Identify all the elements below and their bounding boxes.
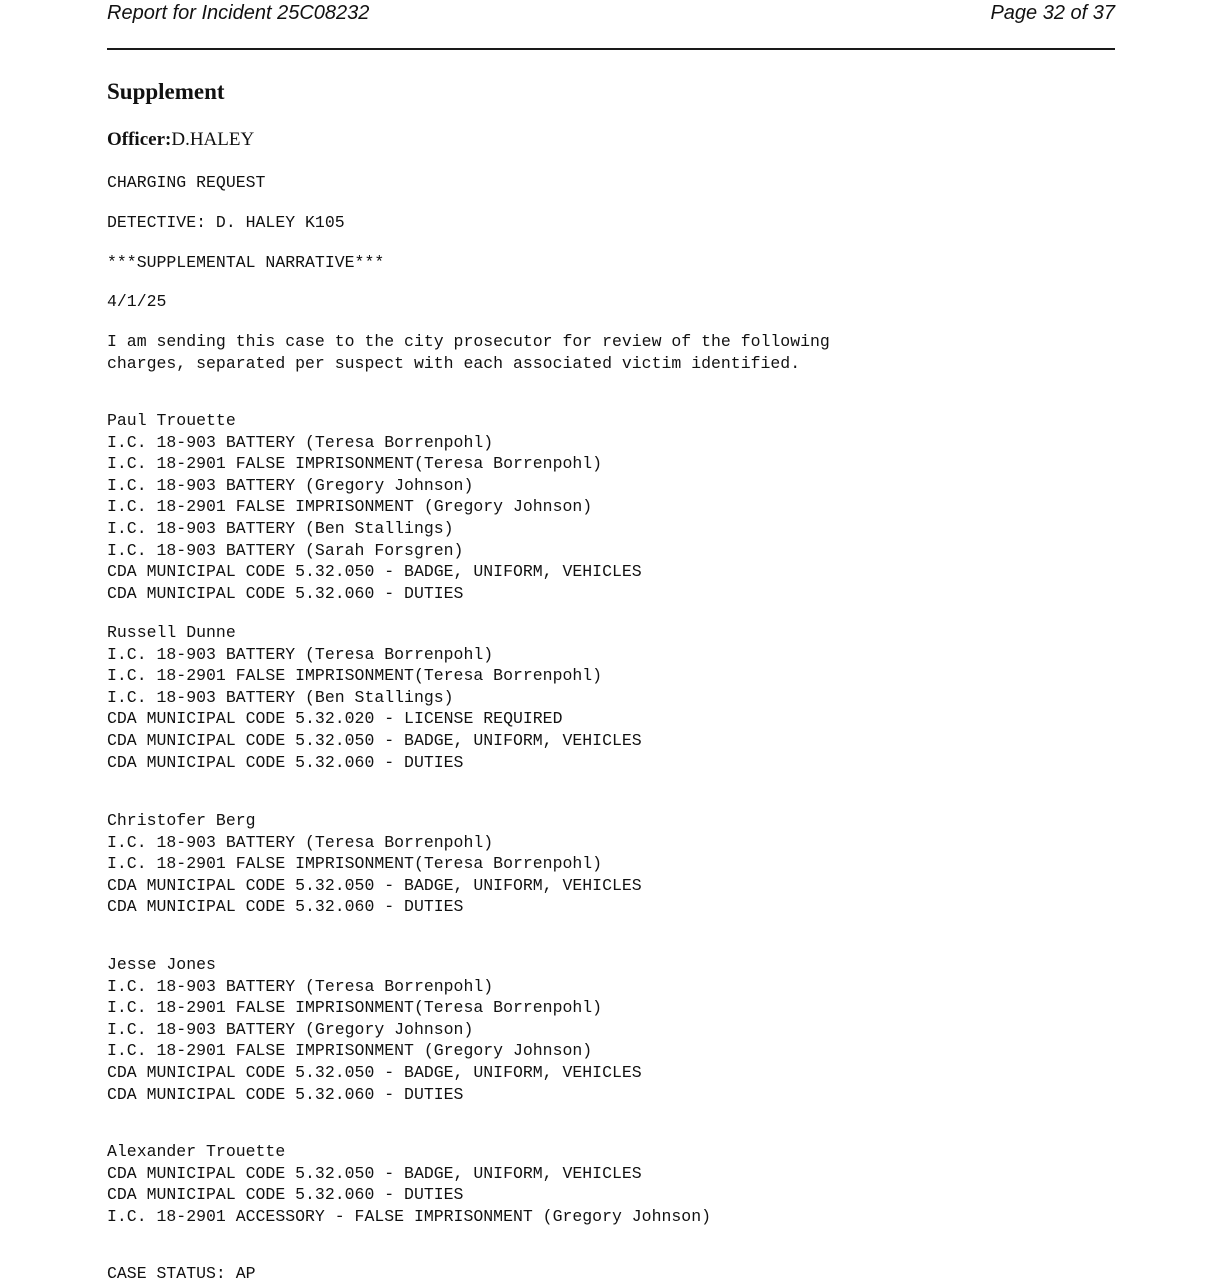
charge-line: CDA MUNICIPAL CODE 5.32.050 - BADGE, UNIFORM, VEHICLES bbox=[107, 875, 642, 895]
charge-line: I.C. 18-2901 FALSE IMPRISONMENT(Teresa Borrenpohl) bbox=[107, 854, 603, 874]
charge-line: CDA MUNICIPAL CODE 5.32.060 - DUTIES bbox=[107, 583, 464, 603]
charge-line: I.C. 18-903 BATTERY (Gregory Johnson) bbox=[107, 1019, 474, 1039]
detective-line: DETECTIVE: D. HALEY K105 bbox=[107, 213, 345, 232]
suspect-block bbox=[107, 622, 642, 773]
intro-paragraph bbox=[107, 331, 830, 374]
officer-name: D.HALEY bbox=[171, 129, 255, 150]
page-header bbox=[107, 2, 1115, 50]
narrative-header: ***SUPPLEMENTAL NARRATIVE*** bbox=[107, 253, 385, 272]
suspect-name: Jesse Jones bbox=[107, 955, 216, 974]
suspect-block bbox=[107, 810, 642, 918]
charge-line: I.C. 18-2901 FALSE IMPRISONMENT(Teresa Borrenpohl) bbox=[107, 666, 603, 686]
suspect-name: Paul Trouette bbox=[107, 411, 236, 430]
officer-line bbox=[107, 129, 254, 151]
charge-line: I.C. 18-903 BATTERY (Teresa Borrenpohl) bbox=[107, 644, 494, 664]
intro-line: charges, separated per suspect with each associated victim identified. bbox=[107, 353, 801, 373]
narrative-date: 4/1/25 bbox=[107, 292, 167, 311]
charge-line: CDA MUNICIPAL CODE 5.32.060 - DUTIES bbox=[107, 897, 464, 917]
charge-line: CDA MUNICIPAL CODE 5.32.060 - DUTIES bbox=[107, 1185, 464, 1205]
suspect-name: Russell Dunne bbox=[107, 623, 236, 642]
case-status: CASE STATUS: AP bbox=[107, 1264, 256, 1283]
suspect-name: Alexander Trouette bbox=[107, 1142, 286, 1161]
charge-line: CDA MUNICIPAL CODE 5.32.020 - LICENSE REQUIRED bbox=[107, 709, 563, 729]
charge-line: CDA MUNICIPAL CODE 5.32.050 - BADGE, UNIFORM, VEHICLES bbox=[107, 1163, 642, 1183]
officer-label: Officer: bbox=[107, 129, 172, 150]
charge-line: CDA MUNICIPAL CODE 5.32.060 - DUTIES bbox=[107, 752, 464, 772]
charge-line: I.C. 18-903 BATTERY (Teresa Borrenpohl) bbox=[107, 976, 494, 996]
suspect-name: Christofer Berg bbox=[107, 811, 256, 830]
charge-line: I.C. 18-903 BATTERY (Gregory Johnson) bbox=[107, 475, 474, 495]
suspect-block bbox=[107, 954, 642, 1105]
charge-line: I.C. 18-2901 FALSE IMPRISONMENT(Teresa Borrenpohl) bbox=[107, 454, 603, 474]
charge-line: I.C. 18-903 BATTERY (Teresa Borrenpohl) bbox=[107, 832, 494, 852]
suspect-block bbox=[107, 410, 642, 604]
charge-line: I.C. 18-903 BATTERY (Teresa Borrenpohl) bbox=[107, 432, 494, 452]
charging-request-line: CHARGING REQUEST bbox=[107, 173, 266, 192]
intro-line: I am sending this case to the city prosecutor for review of the following bbox=[107, 332, 830, 351]
charge-line: CDA MUNICIPAL CODE 5.32.050 - BADGE, UNIFORM, VEHICLES bbox=[107, 562, 642, 582]
charge-line: CDA MUNICIPAL CODE 5.32.050 - BADGE, UNIFORM, VEHICLES bbox=[107, 730, 642, 750]
charge-line: I.C. 18-903 BATTERY (Sarah Forsgren) bbox=[107, 540, 464, 560]
charge-line: I.C. 18-903 BATTERY (Ben Stallings) bbox=[107, 518, 454, 538]
charge-line: I.C. 18-2901 FALSE IMPRISONMENT (Gregory Johnson) bbox=[107, 497, 593, 517]
charge-line: I.C. 18-2901 FALSE IMPRISONMENT (Gregory Johnson) bbox=[107, 1041, 593, 1061]
suspect-block bbox=[107, 1141, 711, 1227]
charge-line: I.C. 18-903 BATTERY (Ben Stallings) bbox=[107, 687, 454, 707]
report-title: Report for Incident 25C08232 bbox=[107, 2, 370, 24]
charge-line: CDA MUNICIPAL CODE 5.32.060 - DUTIES bbox=[107, 1084, 464, 1104]
page-number: Page 32 of 37 bbox=[990, 2, 1115, 24]
section-title: Supplement bbox=[107, 79, 225, 104]
charge-line: CDA MUNICIPAL CODE 5.32.050 - BADGE, UNIFORM, VEHICLES bbox=[107, 1062, 642, 1082]
charge-line: I.C. 18-2901 ACCESSORY - FALSE IMPRISONMENT (Gregory Johnson) bbox=[107, 1206, 711, 1226]
charge-line: I.C. 18-2901 FALSE IMPRISONMENT(Teresa Borrenpohl) bbox=[107, 998, 603, 1018]
